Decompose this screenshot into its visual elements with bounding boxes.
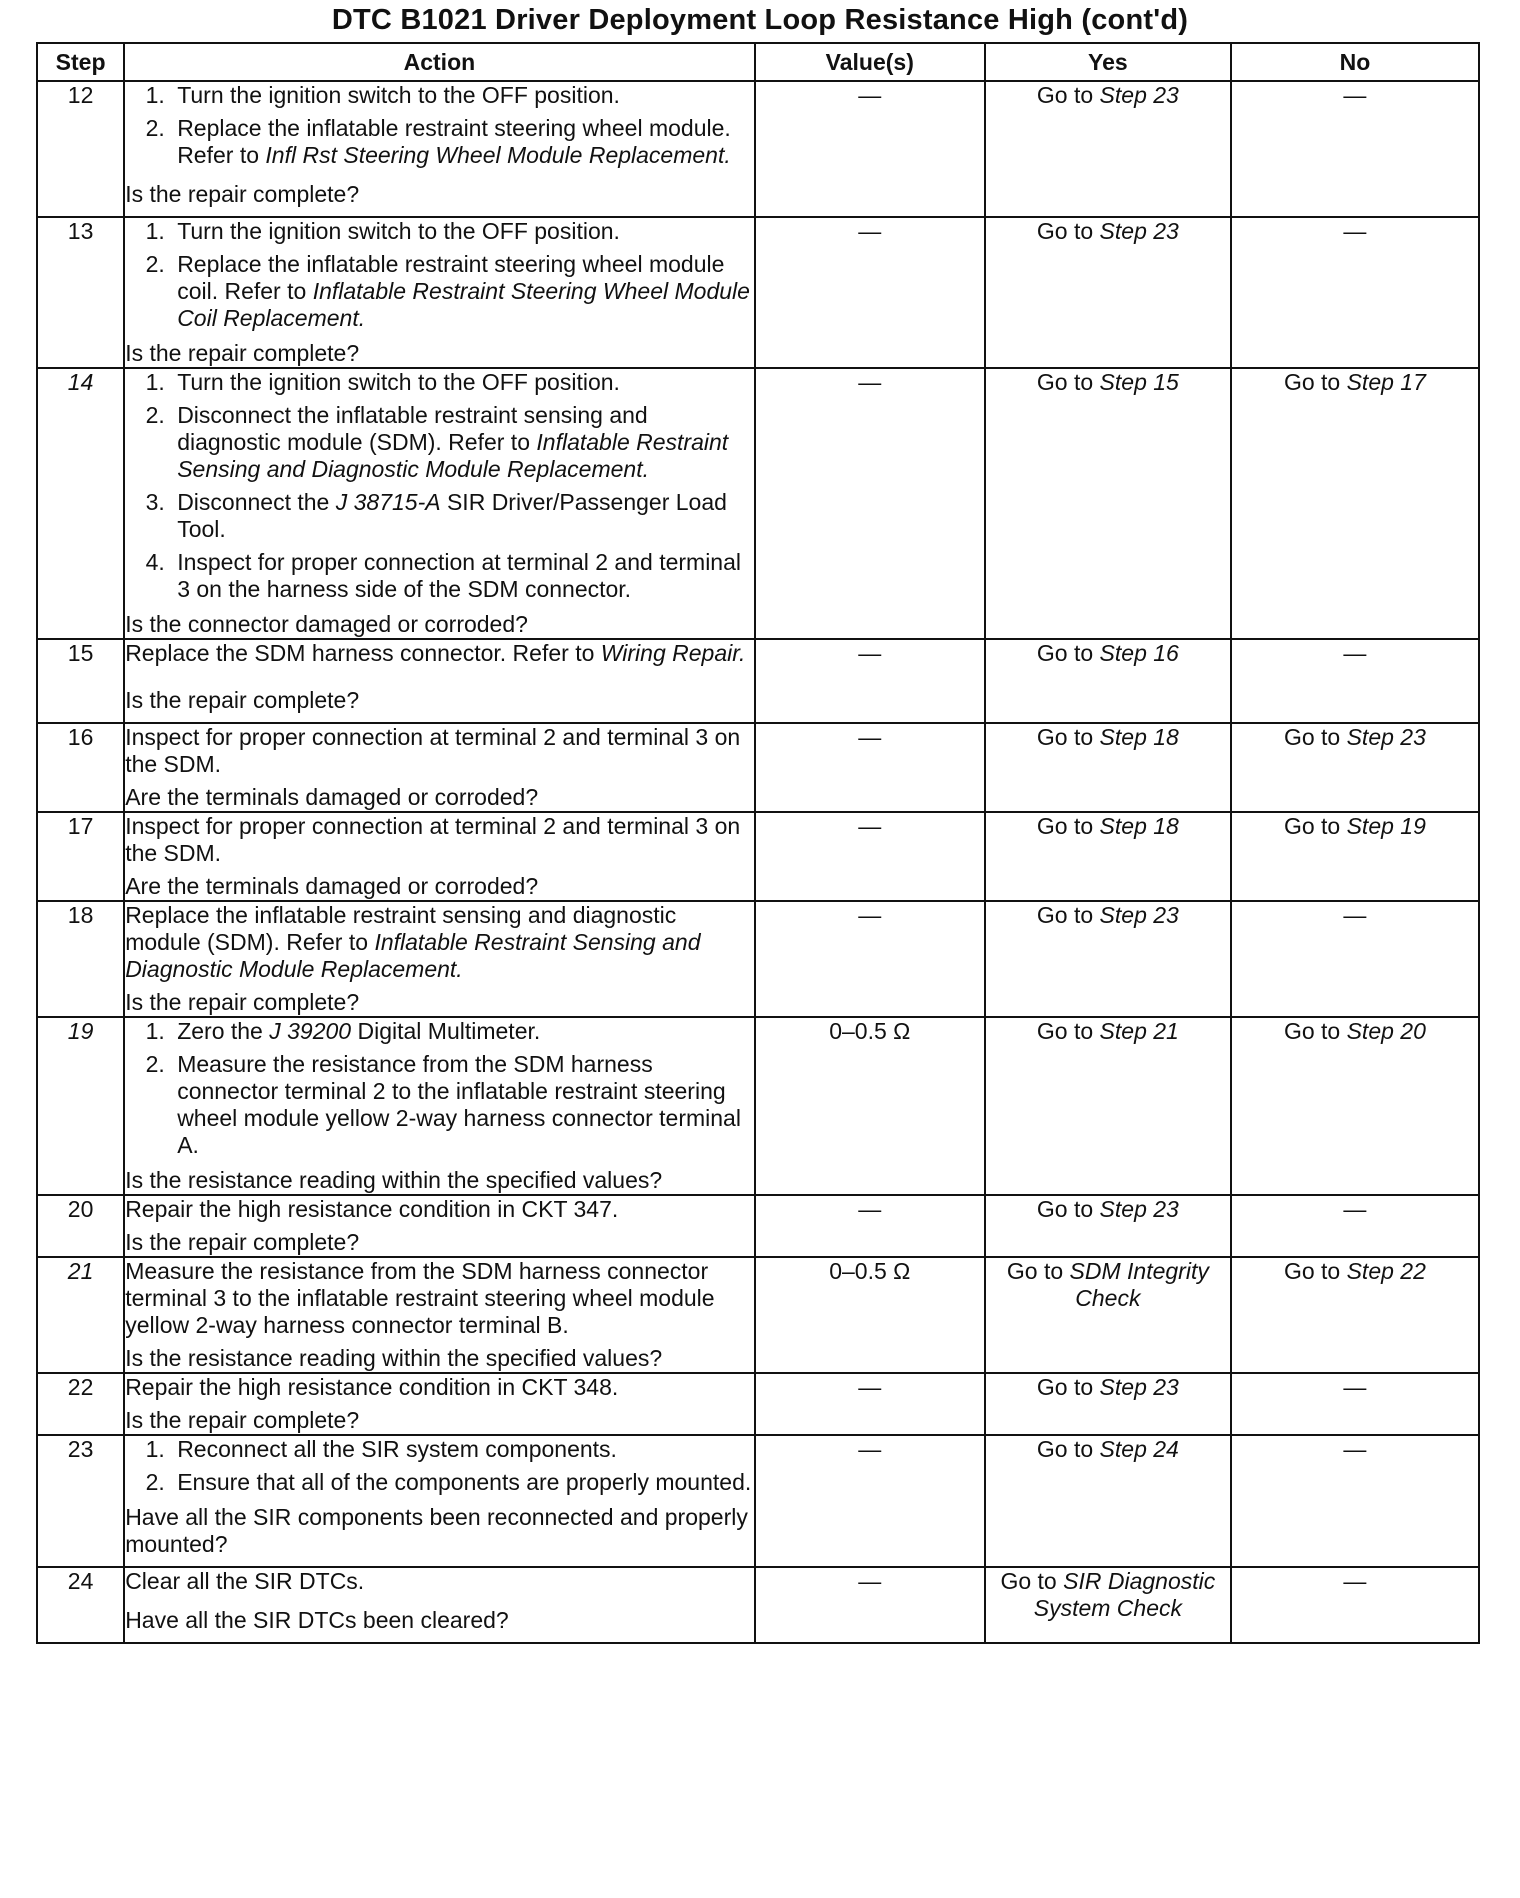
text-run: Step 23 [1346, 724, 1426, 750]
text-run: Step 21 [1099, 1018, 1179, 1044]
no-cell [1231, 1017, 1479, 1195]
table-row [37, 639, 1479, 723]
text-run: Go to [1283, 1018, 1347, 1044]
yes-cell [985, 1435, 1231, 1567]
step-number: 22 [37, 1373, 124, 1435]
value-cell: — [755, 217, 985, 368]
text-run: Go to [1036, 82, 1100, 108]
yes-cell [985, 81, 1231, 217]
action-instructions [125, 369, 753, 611]
action-question: Is the repair complete? [125, 1407, 360, 1433]
action-cell [124, 1017, 754, 1195]
action-content [125, 1374, 753, 1434]
action-instructions [125, 82, 753, 177]
text-run: Measure the resistance from the SDM harness connector terminal 2 to the inflatable restraint steering wheel module yellow 2-way harness connector terminal A. [177, 1051, 741, 1158]
instruction-list [125, 369, 753, 603]
action-content [125, 902, 753, 1016]
text-run: Step 23 [1099, 1196, 1179, 1222]
action-cell [124, 81, 754, 217]
instruction-item [171, 1051, 753, 1159]
text-run: Go to [1036, 1374, 1100, 1400]
value-cell: — [755, 1373, 985, 1435]
action-cell [124, 901, 754, 1017]
value-cell: — [755, 812, 985, 901]
text-run: — [1343, 902, 1367, 928]
action-content [125, 1436, 753, 1558]
action-question: Is the repair complete? [125, 340, 360, 366]
action-content [125, 369, 753, 638]
text-run: Step 23 [1099, 902, 1179, 928]
text-run: Go to [1036, 724, 1100, 750]
text-run: Inflatable Restraint Steering Wheel Module Coil Replacement. [177, 278, 750, 331]
text-run: — [1343, 82, 1367, 108]
text-run: Reconnect all the SIR system components. [177, 1436, 617, 1462]
instruction-text [125, 1196, 753, 1223]
step-number: 16 [37, 723, 124, 812]
value-cell: 0–0.5 Ω [755, 1257, 985, 1373]
yes-cell [985, 1373, 1231, 1435]
yes-cell [985, 1257, 1231, 1373]
action-cell [124, 1195, 754, 1257]
action-question: Have all the SIR components been reconnected and properly mounted? [125, 1504, 748, 1557]
text-run: Go to [1036, 1436, 1100, 1462]
text-run: Step 22 [1346, 1258, 1426, 1284]
action-question: Is the repair complete? [125, 989, 360, 1015]
no-cell [1231, 639, 1479, 723]
action-content [125, 1258, 753, 1372]
step-number: 14 [37, 368, 124, 639]
text-run: Inspect for proper connection at terminal 2 and terminal 3 on the harness side of the SDM connector. [177, 549, 741, 602]
action-cell [124, 1373, 754, 1435]
column-header-action: Action [124, 43, 754, 81]
text-run: Go to [1036, 1196, 1100, 1222]
action-question: Have all the SIR DTCs been cleared? [125, 1607, 509, 1633]
action-content [125, 1196, 753, 1256]
text-run: J 39200 [269, 1018, 352, 1044]
text-run: Step 23 [1099, 218, 1179, 244]
yes-cell [985, 217, 1231, 368]
table-row [37, 1195, 1479, 1257]
instruction-list [125, 1436, 753, 1496]
text-run: Digital Multimeter. [351, 1018, 541, 1044]
text-run: Replace the inflatable restraint steering wheel module coil. Refer to [177, 251, 725, 304]
table-row [37, 217, 1479, 368]
value-cell: — [755, 901, 985, 1017]
instruction-item [171, 82, 753, 109]
page-title: DTC B1021 Driver Deployment Loop Resistance High (cont'd) [331, 4, 1189, 36]
instruction-item [171, 218, 753, 245]
text-run: Replace the inflatable restraint sensing and diagnostic module (SDM). Refer to [125, 902, 677, 955]
text-run: Step 18 [1099, 813, 1179, 839]
instruction-item [171, 369, 753, 396]
text-run: Repair the high resistance condition in CKT 347. [125, 1196, 619, 1222]
value-cell: — [755, 723, 985, 812]
column-header-step: Step [37, 43, 124, 81]
text-run: Wiring Repair. [600, 640, 746, 666]
action-content [125, 1568, 753, 1634]
text-run: Inspect for proper connection at terminal 2 and terminal 3 on the SDM. [125, 813, 741, 866]
step-number: 15 [37, 639, 124, 723]
table-row [37, 812, 1479, 901]
text-run: Step 20 [1346, 1018, 1426, 1044]
column-header-yes: Yes [985, 43, 1231, 81]
action-content [125, 218, 753, 367]
instruction-list [125, 82, 753, 169]
text-run: Disconnect the [177, 489, 336, 515]
text-run: Step 18 [1099, 724, 1179, 750]
text-run: Inflatable Restraint Sensing and Diagnostic Module Replacement. [125, 929, 701, 982]
text-run: — [1343, 1374, 1367, 1400]
instruction-text [125, 724, 753, 778]
value-cell: — [755, 1195, 985, 1257]
no-cell [1231, 217, 1479, 368]
action-cell [124, 812, 754, 901]
no-cell [1231, 901, 1479, 1017]
text-run: Go to [1283, 369, 1347, 395]
diagnostic-table [36, 42, 1480, 1644]
text-run: — [1343, 640, 1367, 666]
text-run: — [1343, 1196, 1367, 1222]
action-content [125, 1018, 753, 1194]
column-header-values: Value(s) [755, 43, 985, 81]
action-cell [124, 639, 754, 723]
value-cell: — [755, 368, 985, 639]
instruction-item [171, 1436, 753, 1463]
step-number: 12 [37, 81, 124, 217]
text-run: Go to [1006, 1258, 1070, 1284]
action-instructions [125, 1374, 753, 1407]
action-instructions [125, 813, 753, 873]
instruction-text [125, 902, 753, 983]
text-run: Disconnect the inflatable restraint sensing and diagnostic module (SDM). Refer to [177, 402, 648, 455]
text-run: Go to [1036, 218, 1100, 244]
table-row [37, 1435, 1479, 1567]
yes-cell [985, 1017, 1231, 1195]
text-run: Step 23 [1099, 82, 1179, 108]
text-run: — [1343, 1436, 1367, 1462]
action-instructions [125, 724, 753, 784]
no-cell [1231, 1257, 1479, 1373]
action-content [125, 82, 753, 208]
step-number: 17 [37, 812, 124, 901]
text-run: SDM Integrity Check [1069, 1258, 1209, 1311]
yes-cell [985, 901, 1231, 1017]
action-question: Is the resistance reading within the specified values? [125, 1167, 663, 1193]
table-body [37, 81, 1479, 1643]
text-run: Go to [1283, 724, 1347, 750]
instruction-list [125, 1018, 753, 1159]
instruction-text [125, 640, 753, 667]
step-number: 13 [37, 217, 124, 368]
text-run: — [1343, 218, 1367, 244]
action-question: Is the connector damaged or corroded? [125, 611, 528, 637]
text-run: Go to [1000, 1568, 1064, 1594]
yes-cell [985, 639, 1231, 723]
table-row [37, 81, 1479, 217]
step-number: 20 [37, 1195, 124, 1257]
text-run: Step 17 [1346, 369, 1426, 395]
no-cell [1231, 1567, 1479, 1643]
instruction-text [125, 1374, 753, 1401]
no-cell [1231, 81, 1479, 217]
table-row [37, 723, 1479, 812]
table-row [37, 1567, 1479, 1643]
yes-cell [985, 812, 1231, 901]
instruction-item [171, 549, 753, 603]
action-content [125, 640, 753, 714]
action-question: Are the terminals damaged or corroded? [125, 784, 539, 810]
action-cell [124, 368, 754, 639]
action-question: Is the repair complete? [125, 1229, 360, 1255]
action-instructions [125, 1196, 753, 1229]
text-run: Inspect for proper connection at terminal 2 and terminal 3 on the SDM. [125, 724, 741, 777]
text-run: Inflatable Restraint Sensing and Diagnostic Module Replacement. [177, 429, 729, 482]
instruction-item [171, 1018, 753, 1045]
step-number: 21 [37, 1257, 124, 1373]
text-run: Measure the resistance from the SDM harness connector terminal 3 to the inflatable restraint steering wheel module yellow 2-way harness connector terminal B. [125, 1258, 715, 1338]
yes-cell [985, 1195, 1231, 1257]
text-run: Turn the ignition switch to the OFF position. [177, 82, 620, 108]
text-run: Step 16 [1099, 640, 1179, 666]
action-instructions [125, 1568, 753, 1601]
text-run: Go to [1036, 902, 1100, 928]
yes-cell [985, 368, 1231, 639]
text-run: Step 15 [1099, 369, 1179, 395]
table-row [37, 901, 1479, 1017]
text-run: SIR Driver/Passenger Load Tool. [177, 489, 727, 542]
text-run: Step 24 [1099, 1436, 1179, 1462]
action-instructions [125, 1436, 753, 1504]
action-instructions [125, 1018, 753, 1167]
no-cell [1231, 723, 1479, 812]
value-cell: — [755, 1567, 985, 1643]
action-content [125, 724, 753, 811]
no-cell [1231, 812, 1479, 901]
action-cell [124, 217, 754, 368]
action-cell [124, 1567, 754, 1643]
step-number: 18 [37, 901, 124, 1017]
text-run: — [1343, 1568, 1367, 1594]
text-run: Zero the [177, 1018, 270, 1044]
text-run: Go to [1036, 1018, 1100, 1044]
value-cell: — [755, 639, 985, 723]
text-run: Infl Rst Steering Wheel Module Replacement. [265, 142, 731, 168]
instruction-item [171, 251, 753, 332]
table-row [37, 368, 1479, 639]
text-run: Ensure that all of the components are properly mounted. [177, 1469, 752, 1495]
action-instructions [125, 1258, 753, 1345]
yes-cell [985, 1567, 1231, 1643]
action-cell [124, 1257, 754, 1373]
no-cell [1231, 1195, 1479, 1257]
action-instructions [125, 218, 753, 340]
step-number: 19 [37, 1017, 124, 1195]
action-instructions [125, 902, 753, 989]
instruction-item [171, 489, 753, 543]
action-question: Are the terminals damaged or corroded? [125, 873, 539, 899]
text-run: Go to [1036, 640, 1100, 666]
no-cell [1231, 368, 1479, 639]
text-run: J 38715-A [335, 489, 441, 515]
instruction-text [125, 813, 753, 867]
action-question: Is the repair complete? [125, 687, 360, 713]
yes-cell [985, 723, 1231, 812]
instruction-text [125, 1258, 753, 1339]
table-row [37, 1257, 1479, 1373]
text-run: Go to [1283, 813, 1347, 839]
text-run: Replace the inflatable restraint steering wheel module. Refer to [177, 115, 731, 168]
no-cell [1231, 1435, 1479, 1567]
value-cell: — [755, 1435, 985, 1567]
instruction-list [125, 218, 753, 332]
instruction-item [171, 115, 753, 169]
action-question: Is the resistance reading within the specified values? [125, 1345, 663, 1371]
instruction-item [171, 402, 753, 483]
text-run: SIR Diagnostic System Check [1033, 1568, 1216, 1621]
text-run: Turn the ignition switch to the OFF position. [177, 218, 620, 244]
instruction-text [125, 1568, 753, 1595]
step-number: 23 [37, 1435, 124, 1567]
action-content [125, 813, 753, 900]
instruction-item [171, 1469, 753, 1496]
no-cell [1231, 1373, 1479, 1435]
action-instructions [125, 640, 753, 673]
text-run: Step 23 [1099, 1374, 1179, 1400]
step-number: 24 [37, 1567, 124, 1643]
action-cell [124, 1435, 754, 1567]
text-run: Step 19 [1346, 813, 1426, 839]
table-row [37, 1017, 1479, 1195]
text-run: Replace the SDM harness connector. Refer to [125, 640, 601, 666]
table-header-row [37, 43, 1479, 81]
value-cell: 0–0.5 Ω [755, 1017, 985, 1195]
text-run: Go to [1036, 813, 1100, 839]
action-question: Is the repair complete? [125, 181, 360, 207]
value-cell: — [755, 81, 985, 217]
text-run: Go to [1036, 369, 1100, 395]
text-run: Turn the ignition switch to the OFF position. [177, 369, 620, 395]
column-header-no: No [1231, 43, 1479, 81]
action-cell [124, 723, 754, 812]
text-run: Repair the high resistance condition in CKT 348. [125, 1374, 619, 1400]
table-row [37, 1373, 1479, 1435]
text-run: Clear all the SIR DTCs. [125, 1568, 365, 1594]
text-run: Go to [1283, 1258, 1347, 1284]
